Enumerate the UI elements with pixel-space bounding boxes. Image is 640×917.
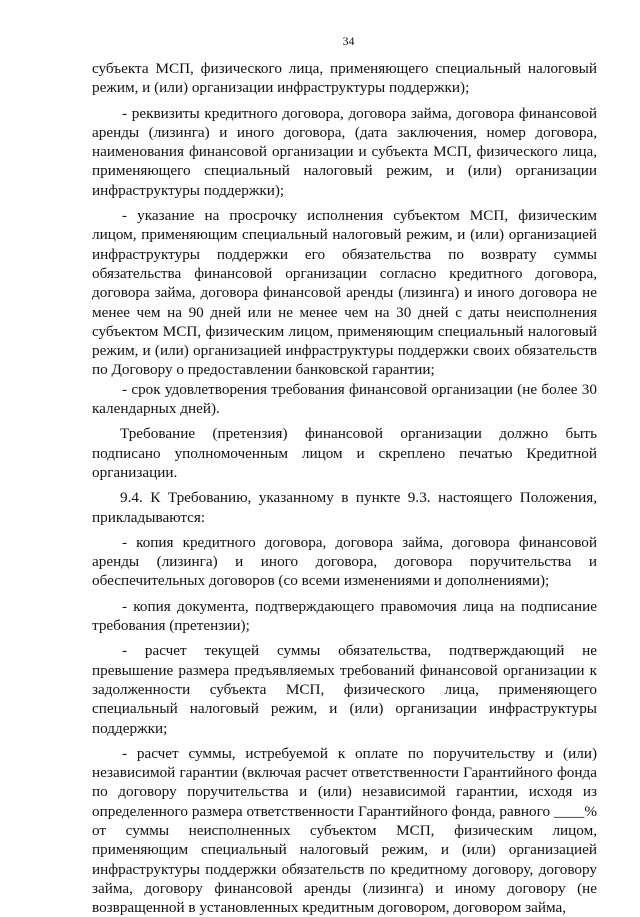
paragraph-overdue-notice: - указание на просрочку исполнения субъектом МСП, физическим лицом, применяющим специальный налоговый режим, и (или) организацией инфраструктуры поддержки его обязательства по возврату суммы обязательства финансовой организации согласно кредитного договора, договора займа, договора финансовой аренды (лизинга) и иного договора не менее чем на 90 дней или не менее чем на 30 дней с даты неисполнения субъектом МСП, физическим лицом, применяющим специальный налоговый режим, и (или) организацией инфраструктуры поддержки своих обязательств по Договору о предоставлении банковской гарантии; xyxy=(92,207,597,379)
paragraph-section-9-4: 9.4. К Требованию, указанному в пункте 9.3. настоящего Положения, прикладываются: xyxy=(92,489,597,526)
paragraph-authority-copy: - копия документа, подтверждающего правомочия лица на подписание требования (претензии); xyxy=(92,597,597,635)
paragraph-claim-term: - срок удовлетворения требования финансовой организации (не более 30 календарных дней). xyxy=(92,380,597,418)
paragraph-continuation: субъекта МСП, физического лица, применяющего специальный налоговый режим, и (или) организации инфраструктуры поддержки); xyxy=(92,60,597,97)
paragraph-credit-details: - реквизиты кредитного договора, договора займа, договора финансовой аренды (лизинга) и иного договора, (дата заключения, номер договора, наименования финансовой организации и субъекта МСП, физического лица, применяющего специальный налоговый режим, и (или) организации инфраструктуры поддержки); xyxy=(92,104,597,199)
paragraph-debt-calculation: - расчет текущей суммы обязательства, подтверждающий не превышение размера предъявляемых требований финансовой организации к задолженности субъекта МСП, физического лица, применяющего специальный налоговый режим, и (или) организации инфраструктуры поддержки; xyxy=(92,642,597,737)
paragraph-guarantee-calculation: - расчет суммы, истребуемой к оплате по поручительству и (или) независимой гарантии (включая расчет ответственности Гарантийного фонда по договору поручительства и (или) независимой гарантии, исходя из определенного размера ответственности Гарантийного фонда, равного ____% от суммы неисполненных субъектом МСП, физическим лицом, применяющим специальный налоговый режим, и (или) организацией инфраструктуры поддержки обязательств по кредитному договору, договору займа, договору финансовой аренды (лизинга) и иному договору (не возвращенной в установленных кредитным договором, договором займа, xyxy=(92,744,597,917)
paragraph-contract-copy: - копия кредитного договора, договора займа, договора финансовой аренды (лизинга) и иного договора, договора поручительства и обеспечительных договоров (со всеми изменениями и дополнениями); xyxy=(92,533,597,590)
paragraph-claim-signature: Требование (претензия) финансовой организации должно быть подписано уполномоченным лицом и скреплено печатью Кредитной организации. xyxy=(92,425,597,481)
page-number: 34 xyxy=(342,34,355,48)
